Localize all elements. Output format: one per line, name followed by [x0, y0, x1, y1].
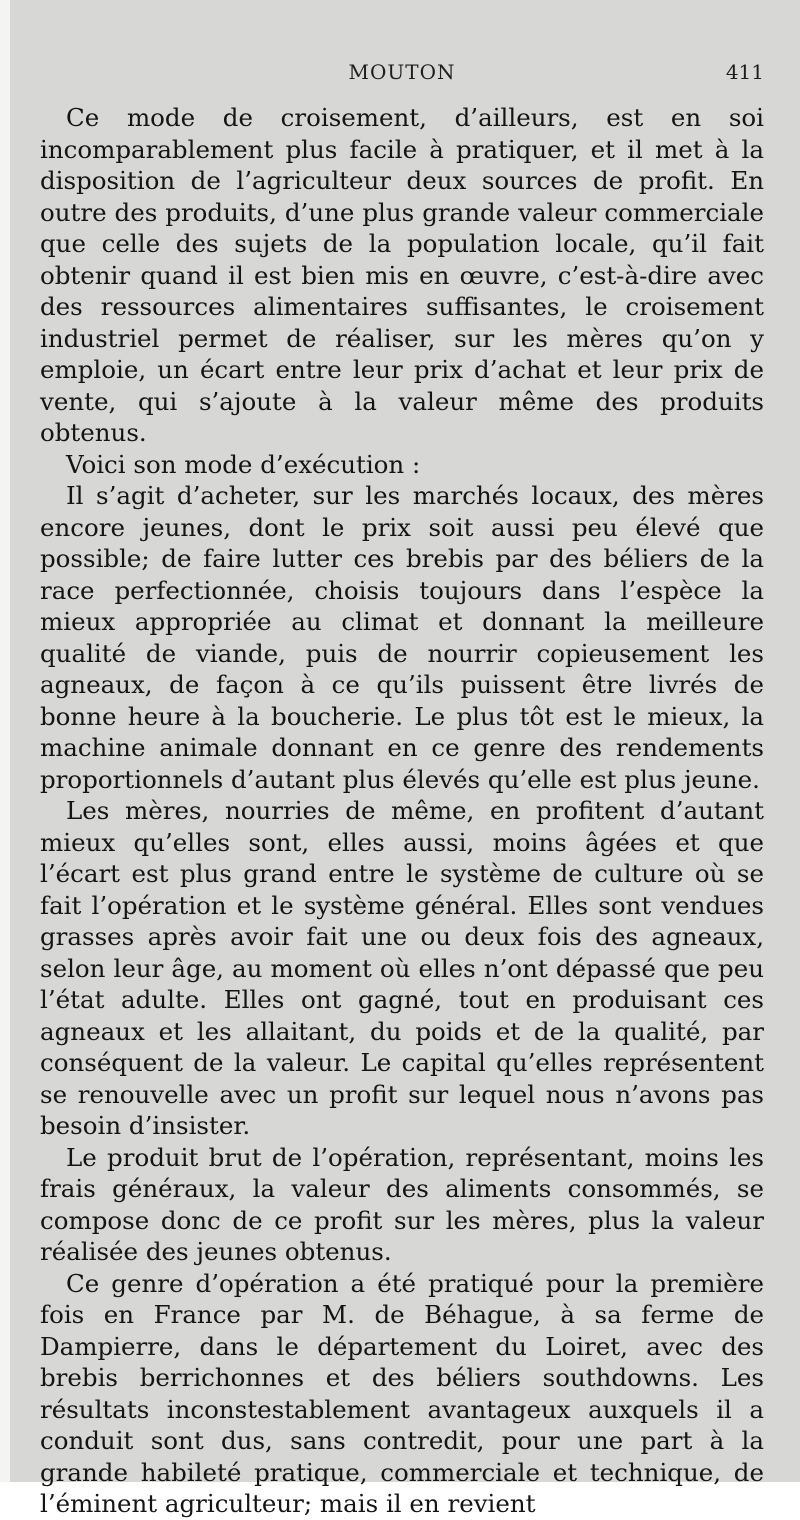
paragraph: Ce genre d’opération a été pratiqué pour la première fois en France par M. de Béhague, à sa ferme de Dampierre, dans le département du Loiret, avec des brebis berrichonnes et des béliers southdowns. Les résultats inconstestablement avantageux auxquels il a conduit sont dus, sans contredit, pour une part à la grande habileté pratique, commerciale et technique, de l’éminent agriculteur; mais il en revient [40, 1268, 764, 1518]
running-head: MOUTON [348, 60, 456, 84]
page-edge [0, 0, 10, 1482]
page-number: 411 [725, 60, 764, 84]
paragraph: Ce mode de croisement, d’ailleurs, est en soi incomparablement plus facile à pratiquer, et il met à la disposition de l’agriculteur deux sources de profit. En outre des produits, d’une plus grande valeur commerciale que celle des sujets de la population locale, qu’il fait obtenir quand il est bien mis en œuvre, c’est-à-dire avec des ressources alimentaires suffisantes, le croisement industriel permet de réaliser, sur les mères qu’on y emploie, un écart entre leur prix d’achat et leur prix de vente, qui s’ajoute à la valeur même des produits obtenus. [40, 103, 764, 447]
page-header [40, 60, 764, 90]
paragraph: Le produit brut de l’opération, représentant, moins les frais généraux, la valeur des aliments consommés, se compose donc de ce profit sur les mères, plus la valeur réalisée des jeunes obtenus. [40, 1142, 764, 1266]
paragraph: Les mères, nourries de même, en profitent d’autant mieux qu’elles sont, elles aussi, moins âgées et que l’écart est plus grand entre le système de culture où se fait l’opération et le système général. Elles sont vendues grasses après avoir fait une ou deux fois des agneaux, selon leur âge, au moment où elles n’ont dépassé que peu l’état adulte. Elles ont gagné, tout en produisant ces agneaux et les allaitant, du poids et de la qualité, par conséquent de la valeur. Le capital qu’elles représentent se renouvelle avec un profit sur lequel nous n’avons pas besoin d’insister. [40, 796, 764, 1140]
paragraph: Il s’agit d’acheter, sur les marchés locaux, des mères encore jeunes, dont le prix soit aussi peu élevé que possible; de faire lutter ces brebis par des béliers de la race perfectionnée, choisis toujours dans l’espèce la mieux appropriée au climat et donnant la meilleure qualité de viande, puis de nourrir copieusement les agneaux, de façon à ce qu’ils puissent être livrés de bonne heure à la boucherie. Le plus tôt est le mieux, la machine animale donnant en ce genre des rendements proportionnels d’autant plus élevés qu’elle est plus jeune. [40, 481, 764, 794]
paragraph: Voici son mode d’exécution : [66, 449, 421, 479]
body-text [40, 102, 764, 1520]
